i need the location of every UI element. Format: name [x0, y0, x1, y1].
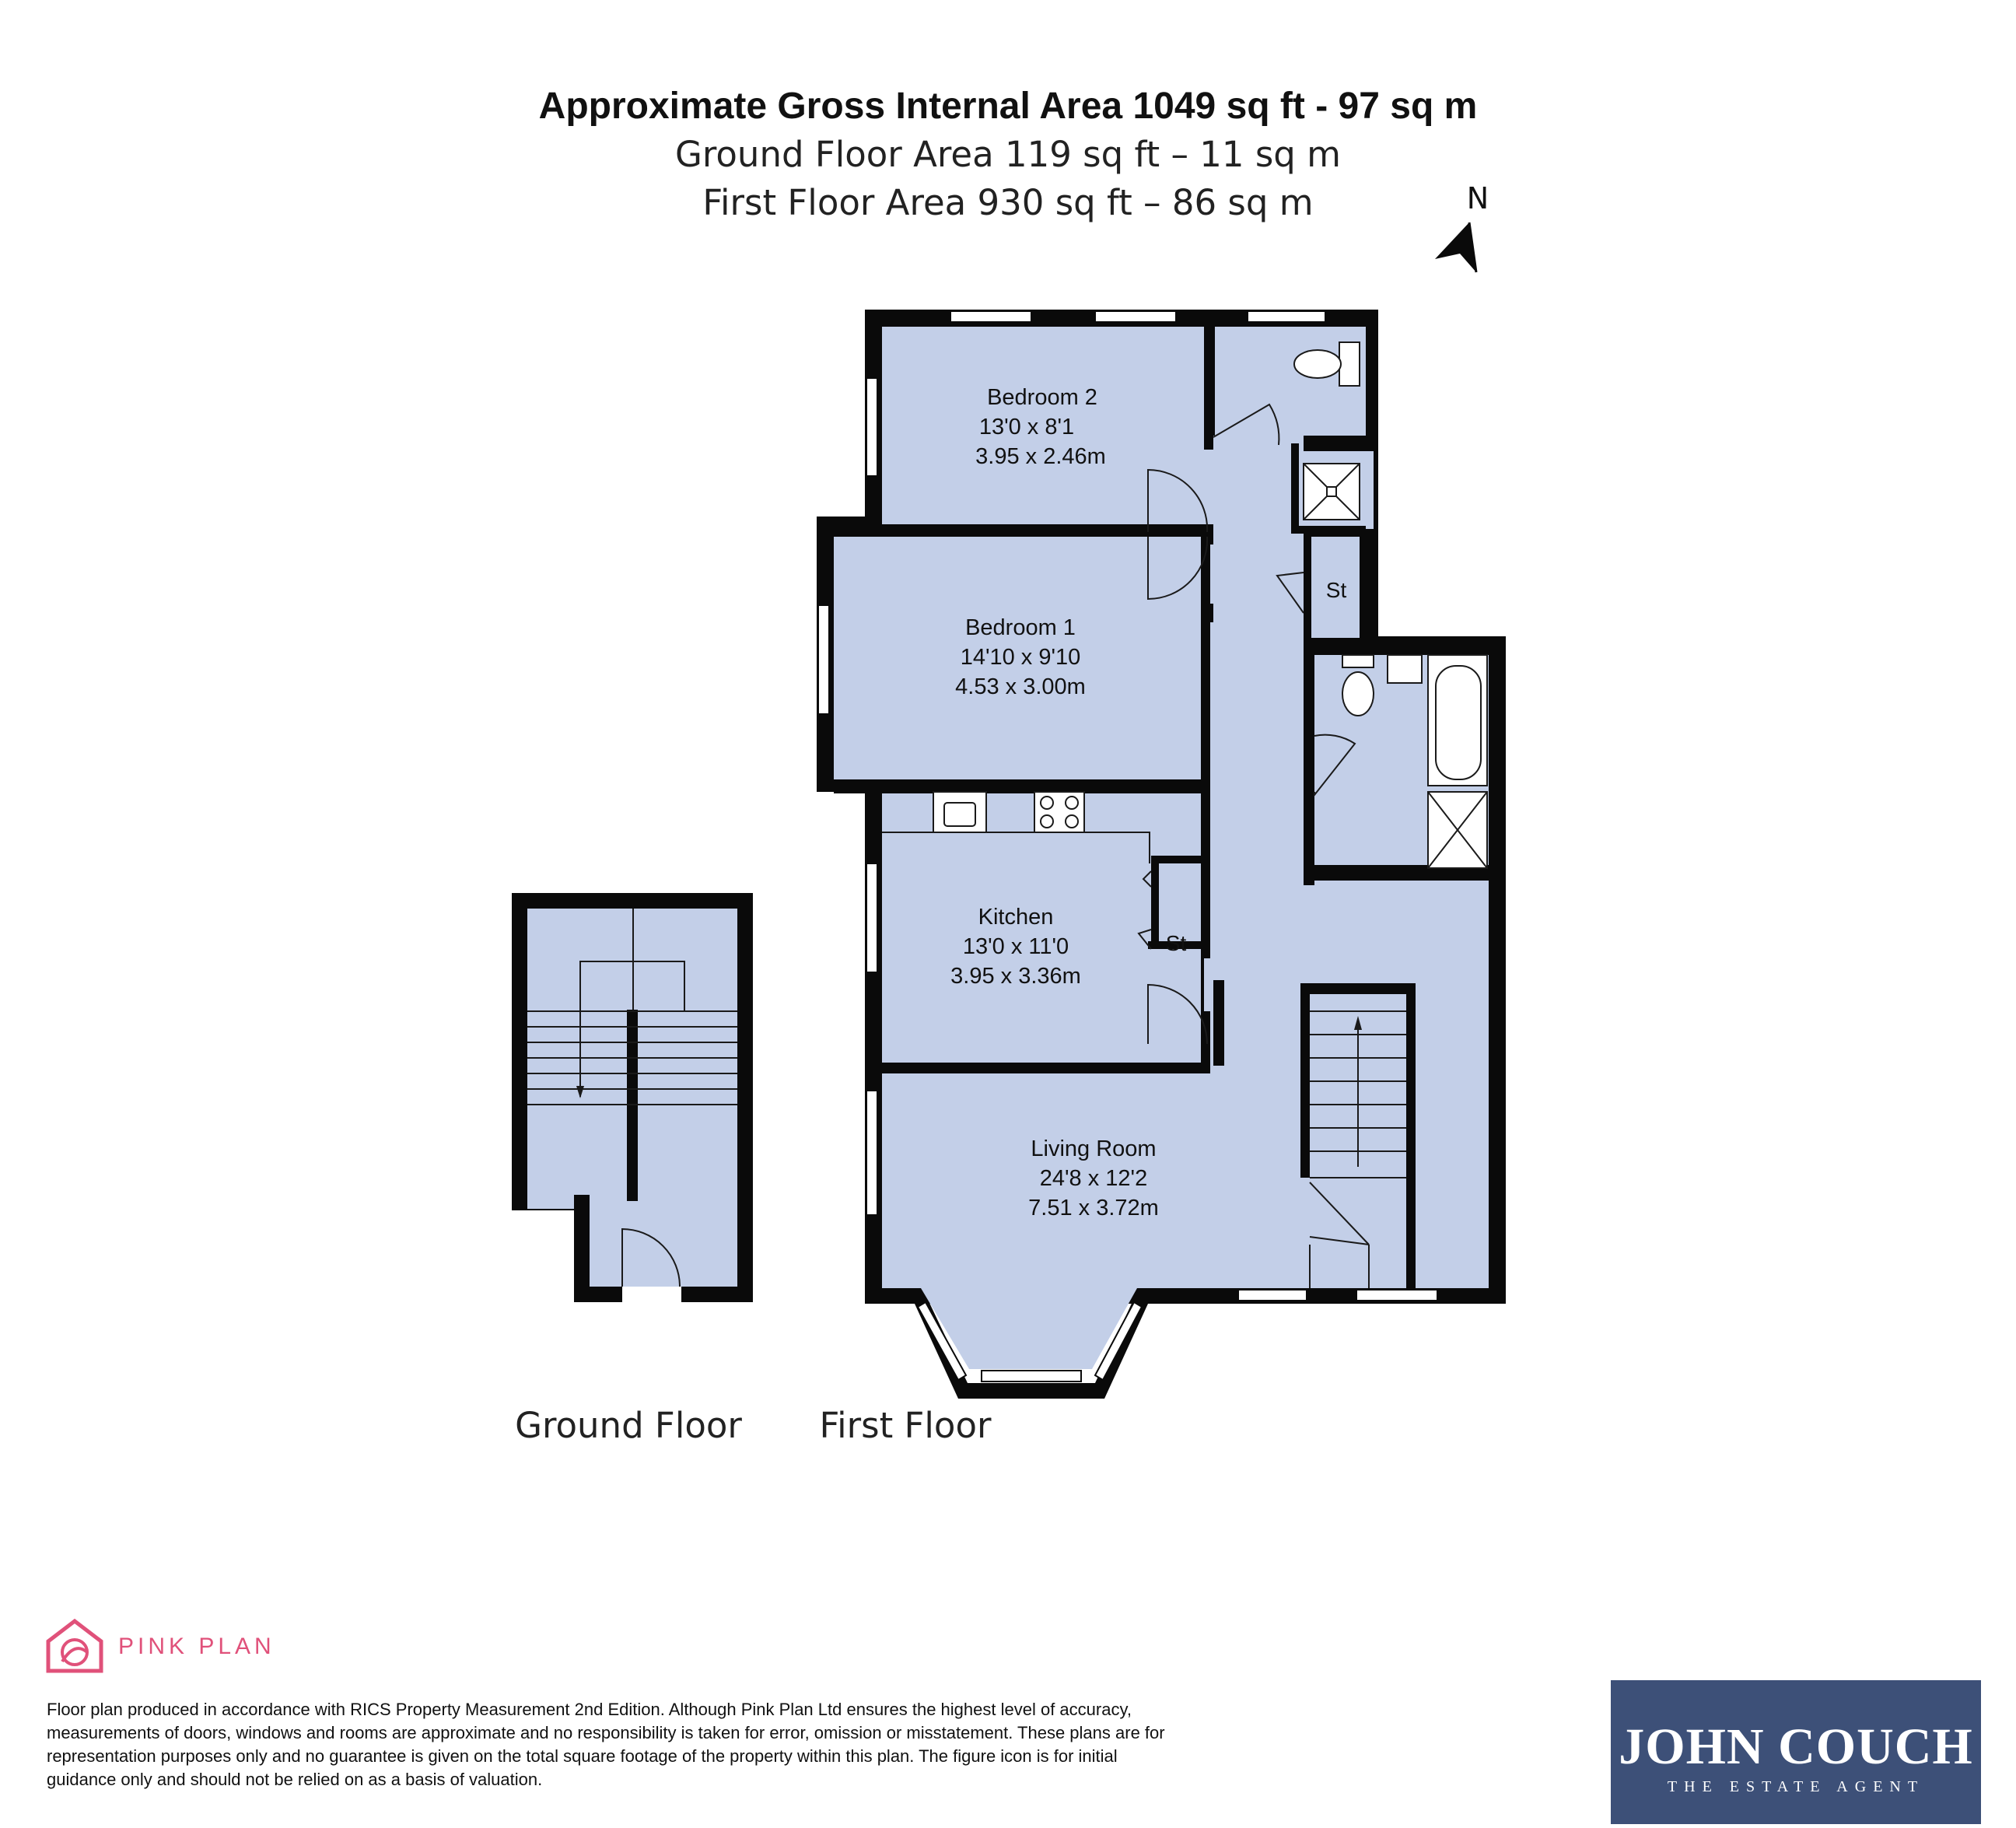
bedroom1-name: Bedroom 1	[965, 615, 1076, 640]
room-label-living-room	[1028, 1136, 1159, 1220]
living-room-metric: 7.51 x 3.72m	[1028, 1196, 1159, 1220]
bedroom2-name: Bedroom 2	[987, 385, 1097, 410]
north-label: N	[1466, 181, 1489, 215]
window	[866, 863, 877, 972]
living-room-name: Living Room	[1031, 1136, 1157, 1161]
north-arrow-icon	[1435, 181, 1489, 272]
window	[950, 311, 1031, 322]
kitchen-metric: 3.95 x 3.36m	[950, 964, 1081, 989]
window	[1356, 1290, 1437, 1301]
window	[1238, 1290, 1307, 1301]
first-floor-area: First Floor Area 930 sq ft – 86 sq m	[702, 182, 1314, 223]
first-floor-label: First Floor	[819, 1405, 992, 1446]
window	[1248, 311, 1325, 322]
bedroom1-imperial: 14'10 x 9'10	[960, 645, 1081, 670]
store-label: St	[1325, 578, 1347, 602]
bath-icon	[1428, 655, 1487, 786]
window	[866, 378, 877, 476]
window	[818, 605, 829, 714]
toilet-icon	[1342, 655, 1374, 716]
living-room-imperial: 24'8 x 12'2	[1039, 1166, 1148, 1191]
kitchen-name: Kitchen	[978, 905, 1054, 930]
agent-name: JOHN COUCH	[1619, 1718, 1973, 1775]
bedroom1-metric: 4.53 x 3.00m	[955, 674, 1086, 699]
first-floor-plan	[817, 310, 1506, 1399]
pink-plan-logo-icon	[48, 1621, 101, 1671]
gross-area-title: Approximate Gross Internal Area 1049 sq ft - 97 sq m	[538, 86, 1478, 127]
disclaimer-text: Floor plan produced in accordance with RICS Property Measurement 2nd Edition. Although Pink Plan Ltd ensures the highest level of accuracy, measurements of doors, windows and rooms are approximate and no responsibility is taken for error, omission or misstatement. These plans are for representation purposes only and no guarantee is given on the total square footage of the property within this plan. The figure icon is for initial guidance only and should not be relied on as a basis of valuation.	[47, 1700, 1165, 1789]
window	[982, 1371, 1081, 1382]
ground-floor-label: Ground Floor	[515, 1405, 742, 1446]
pink-plan-brand: PINK PLAN	[118, 1634, 275, 1659]
kitchen-imperial: 13'0 x 11'0	[962, 934, 1069, 959]
basin-icon	[1388, 655, 1422, 683]
room-label-bedroom1	[955, 615, 1086, 699]
ground-floor-area: Ground Floor Area 119 sq ft – 11 sq m	[675, 134, 1341, 175]
store-label-kitchen: St	[1165, 931, 1187, 955]
bedroom2-metric: 3.95 x 2.46m	[975, 444, 1106, 469]
window	[866, 1091, 877, 1215]
ground-floor-plan	[512, 893, 753, 1302]
bedroom2-imperial: 13'0 x 8'1	[978, 415, 1075, 439]
john-couch-logo	[1611, 1680, 1981, 1824]
agent-tagline: THE ESTATE AGENT	[1667, 1778, 1925, 1795]
window	[1095, 311, 1176, 322]
